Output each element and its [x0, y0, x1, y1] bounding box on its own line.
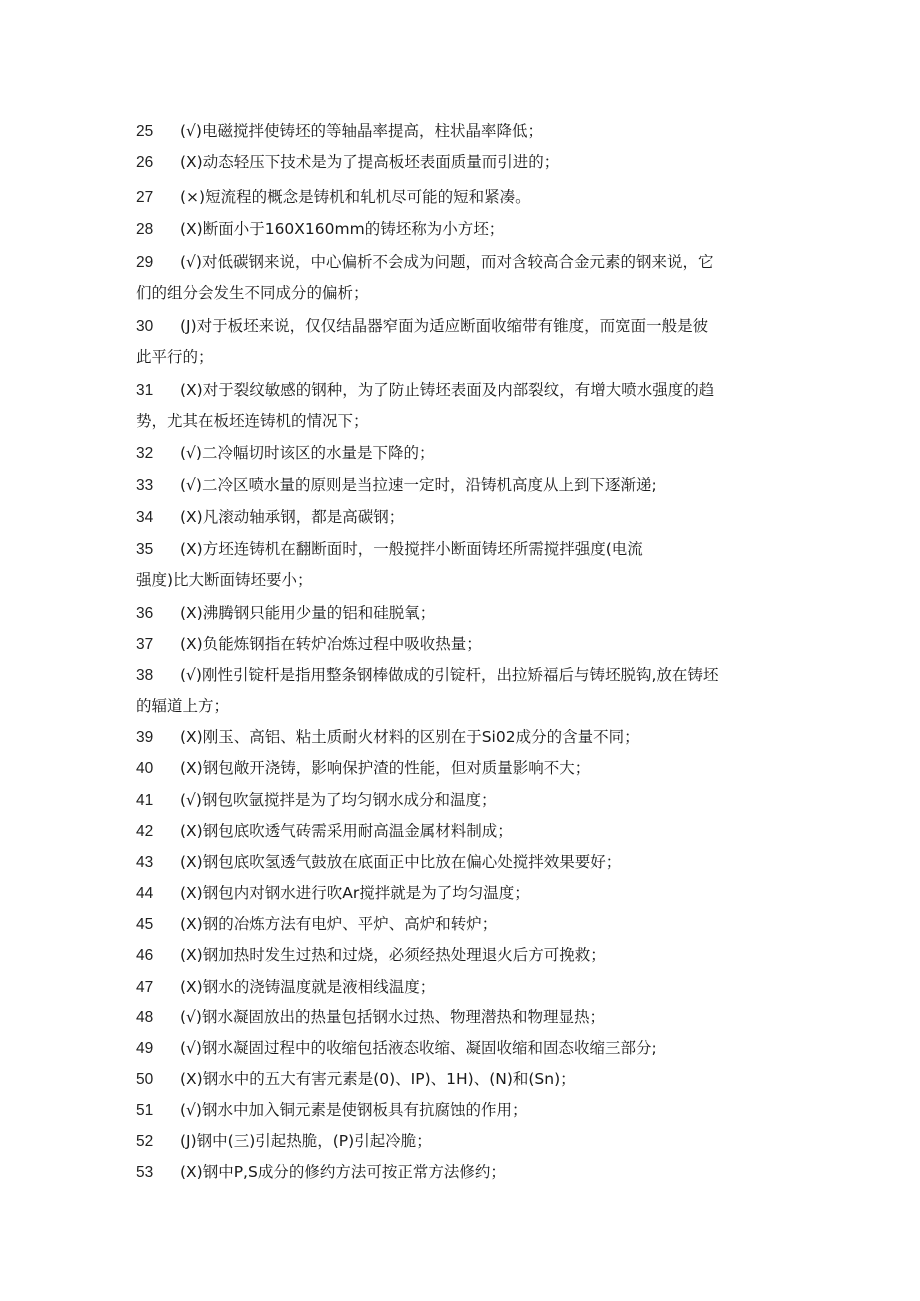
- question-text: (X)钢包内对钢水进行吹Ar搅拌就是为了均匀温度；: [180, 884, 530, 902]
- question-item: [136, 1095, 796, 1126]
- question-number: 35: [136, 541, 154, 558]
- question-text: (√)对低碳钢来说，中心偏析不会成为问题，而对含较高合金元素的钢来说，它: [180, 253, 714, 271]
- question-number: 38: [136, 667, 154, 684]
- question-number: 26: [136, 154, 154, 171]
- question-item: [136, 1033, 796, 1064]
- question-text-continuation: 此平行的；: [136, 348, 214, 366]
- question-text: (X)钢中P,S成分的修约方法可按正常方法修约；: [180, 1163, 506, 1181]
- question-text: (X)凡滚动轴承钢，都是高碳钢；: [180, 508, 405, 526]
- question-number: 51: [136, 1102, 154, 1119]
- question-text: (√)钢包吹氩搅拌是为了均匀钢水成分和温度；: [180, 791, 497, 809]
- question-text-continuation: 的辐道上方；: [136, 697, 230, 715]
- question-text: (X)沸腾钢只能用少量的铝和硅脱氧；: [180, 604, 436, 622]
- question-item: [136, 753, 796, 784]
- question-text: (√)钢水凝固过程中的收缩包括液态收缩、凝固收缩和固态收缩三部分;: [180, 1039, 657, 1057]
- question-text: (X)方坯连铸机在翻断面时，一般搅拌小断面铸坯所需搅拌强度(电流: [180, 540, 643, 558]
- question-text: (√)二冷幅切时该区的水量是下降的；: [180, 444, 435, 462]
- question-item: [136, 438, 796, 469]
- question-text: (X)对于裂纹敏感的钢种，为了防止铸坯表面及内部裂纹，有增大喷水强度的趋: [180, 381, 715, 399]
- question-number: 28: [136, 221, 154, 238]
- question-text: (X)钢的冶炼方法有电炉、平炉、高炉和转炉；: [180, 915, 498, 933]
- question-number: 45: [136, 916, 154, 933]
- question-text: (X)钢水中的五大有害元素是(0)、IP)、1H)、(N)和(Sn)；: [180, 1070, 576, 1088]
- question-item: [136, 311, 796, 373]
- question-text-continuation: 强度)比大断面铸坯要小；: [136, 571, 313, 589]
- question-item: [136, 785, 796, 816]
- question-item: [136, 878, 796, 909]
- question-item: [136, 909, 796, 940]
- question-item: [136, 247, 796, 309]
- question-item: [136, 1064, 796, 1095]
- question-item: [136, 214, 796, 245]
- question-number: 47: [136, 979, 154, 996]
- question-item: [136, 598, 796, 629]
- question-number: 52: [136, 1133, 154, 1150]
- question-number: 49: [136, 1040, 154, 1057]
- question-text: (√)电磁搅拌使铸坯的等轴晶率提高，柱状晶率降低；: [180, 122, 543, 140]
- question-text: (J)钢中(三)引起热脆，(P)引起冷脆；: [180, 1132, 432, 1150]
- question-number: 53: [136, 1164, 154, 1181]
- question-item: [136, 722, 796, 753]
- question-item: [136, 1126, 796, 1157]
- question-text: (X)动态轻压下技术是为了提高板坯表面质量而引进的；: [180, 153, 560, 171]
- question-number: 33: [136, 477, 154, 494]
- question-text-continuation: 们的组分会发生不同成分的偏析；: [136, 284, 369, 302]
- question-number: 39: [136, 729, 154, 746]
- question-item: [136, 660, 796, 722]
- question-item: [136, 502, 796, 533]
- question-number: 32: [136, 445, 154, 462]
- question-number: 30: [136, 318, 154, 335]
- question-text: (J)对于板坯来说，仅仅结晶器窄面为适应断面收缩带有锥度，而宽面一般是彼: [180, 317, 709, 335]
- question-number: 44: [136, 885, 154, 902]
- question-text: (X)负能炼钢指在转炉冶炼过程中吸收热量；: [180, 635, 482, 653]
- question-text: (√)钢水凝固放出的热量包括钢水过热、物理潜热和物理显热；: [180, 1008, 605, 1026]
- question-number: 31: [136, 382, 154, 399]
- question-number: 27: [136, 189, 154, 206]
- question-text: (√)刚性引锭杆是指用整条钢棒做成的引锭杆，出拉矫福后与铸坯脱钩,放在铸坯: [180, 666, 719, 684]
- question-text: (√)二冷区喷水量的原则是当拉速一定时，沿铸机高度从上到下逐渐递;: [180, 476, 657, 494]
- question-number: 48: [136, 1009, 154, 1026]
- question-number: 43: [136, 854, 154, 871]
- question-text: (X)刚玉、高铝、粘土质耐火材料的区别在于Si02成分的含量不同；: [180, 728, 640, 746]
- question-text: (X)钢包敞开浇铸，影响保护渣的性能，但对质量影响不大；: [180, 759, 591, 777]
- question-item: [136, 182, 796, 213]
- question-text: (X)钢加热时发生过热和过烧，必须经热处理退火后方可挽救；: [180, 946, 606, 964]
- question-item: [136, 147, 796, 178]
- question-item: [136, 847, 796, 878]
- question-text-continuation: 势，尤其在板坯连铸机的情况下；: [136, 412, 369, 430]
- question-item: [136, 534, 796, 596]
- question-item: [136, 1157, 796, 1188]
- question-number: 41: [136, 792, 154, 809]
- question-item: [136, 375, 796, 437]
- question-number: 34: [136, 509, 154, 526]
- question-text: (X)钢包底吹氢透气鼓放在底面正中比放在偏心处搅拌效果要好；: [180, 853, 622, 871]
- question-number: 37: [136, 636, 154, 653]
- question-item: [136, 940, 796, 971]
- question-item: [136, 816, 796, 847]
- question-number: 40: [136, 760, 154, 777]
- question-text: (X)钢水的浇铸温度就是液相线温度；: [180, 978, 436, 996]
- question-number: 36: [136, 605, 154, 622]
- question-number: 50: [136, 1071, 154, 1088]
- question-number: 29: [136, 254, 154, 271]
- question-text: (X)断面小于160X160mm的铸坯称为小方坯；: [180, 220, 505, 238]
- question-number: 42: [136, 823, 154, 840]
- question-number: 46: [136, 947, 154, 964]
- question-text: (√)钢水中加入铜元素是使钢板具有抗腐蚀的作用；: [180, 1101, 528, 1119]
- question-item: [136, 470, 796, 501]
- question-item: [136, 116, 796, 147]
- question-item: [136, 1002, 796, 1033]
- question-item: [136, 972, 796, 1003]
- question-number: 25: [136, 123, 154, 140]
- question-text: (X)钢包底吹透气砖需采用耐高温金属材料制成；: [180, 822, 513, 840]
- question-text: (×)短流程的概念是铸机和轧机尽可能的短和紧凑。: [180, 188, 531, 206]
- question-item: [136, 629, 796, 660]
